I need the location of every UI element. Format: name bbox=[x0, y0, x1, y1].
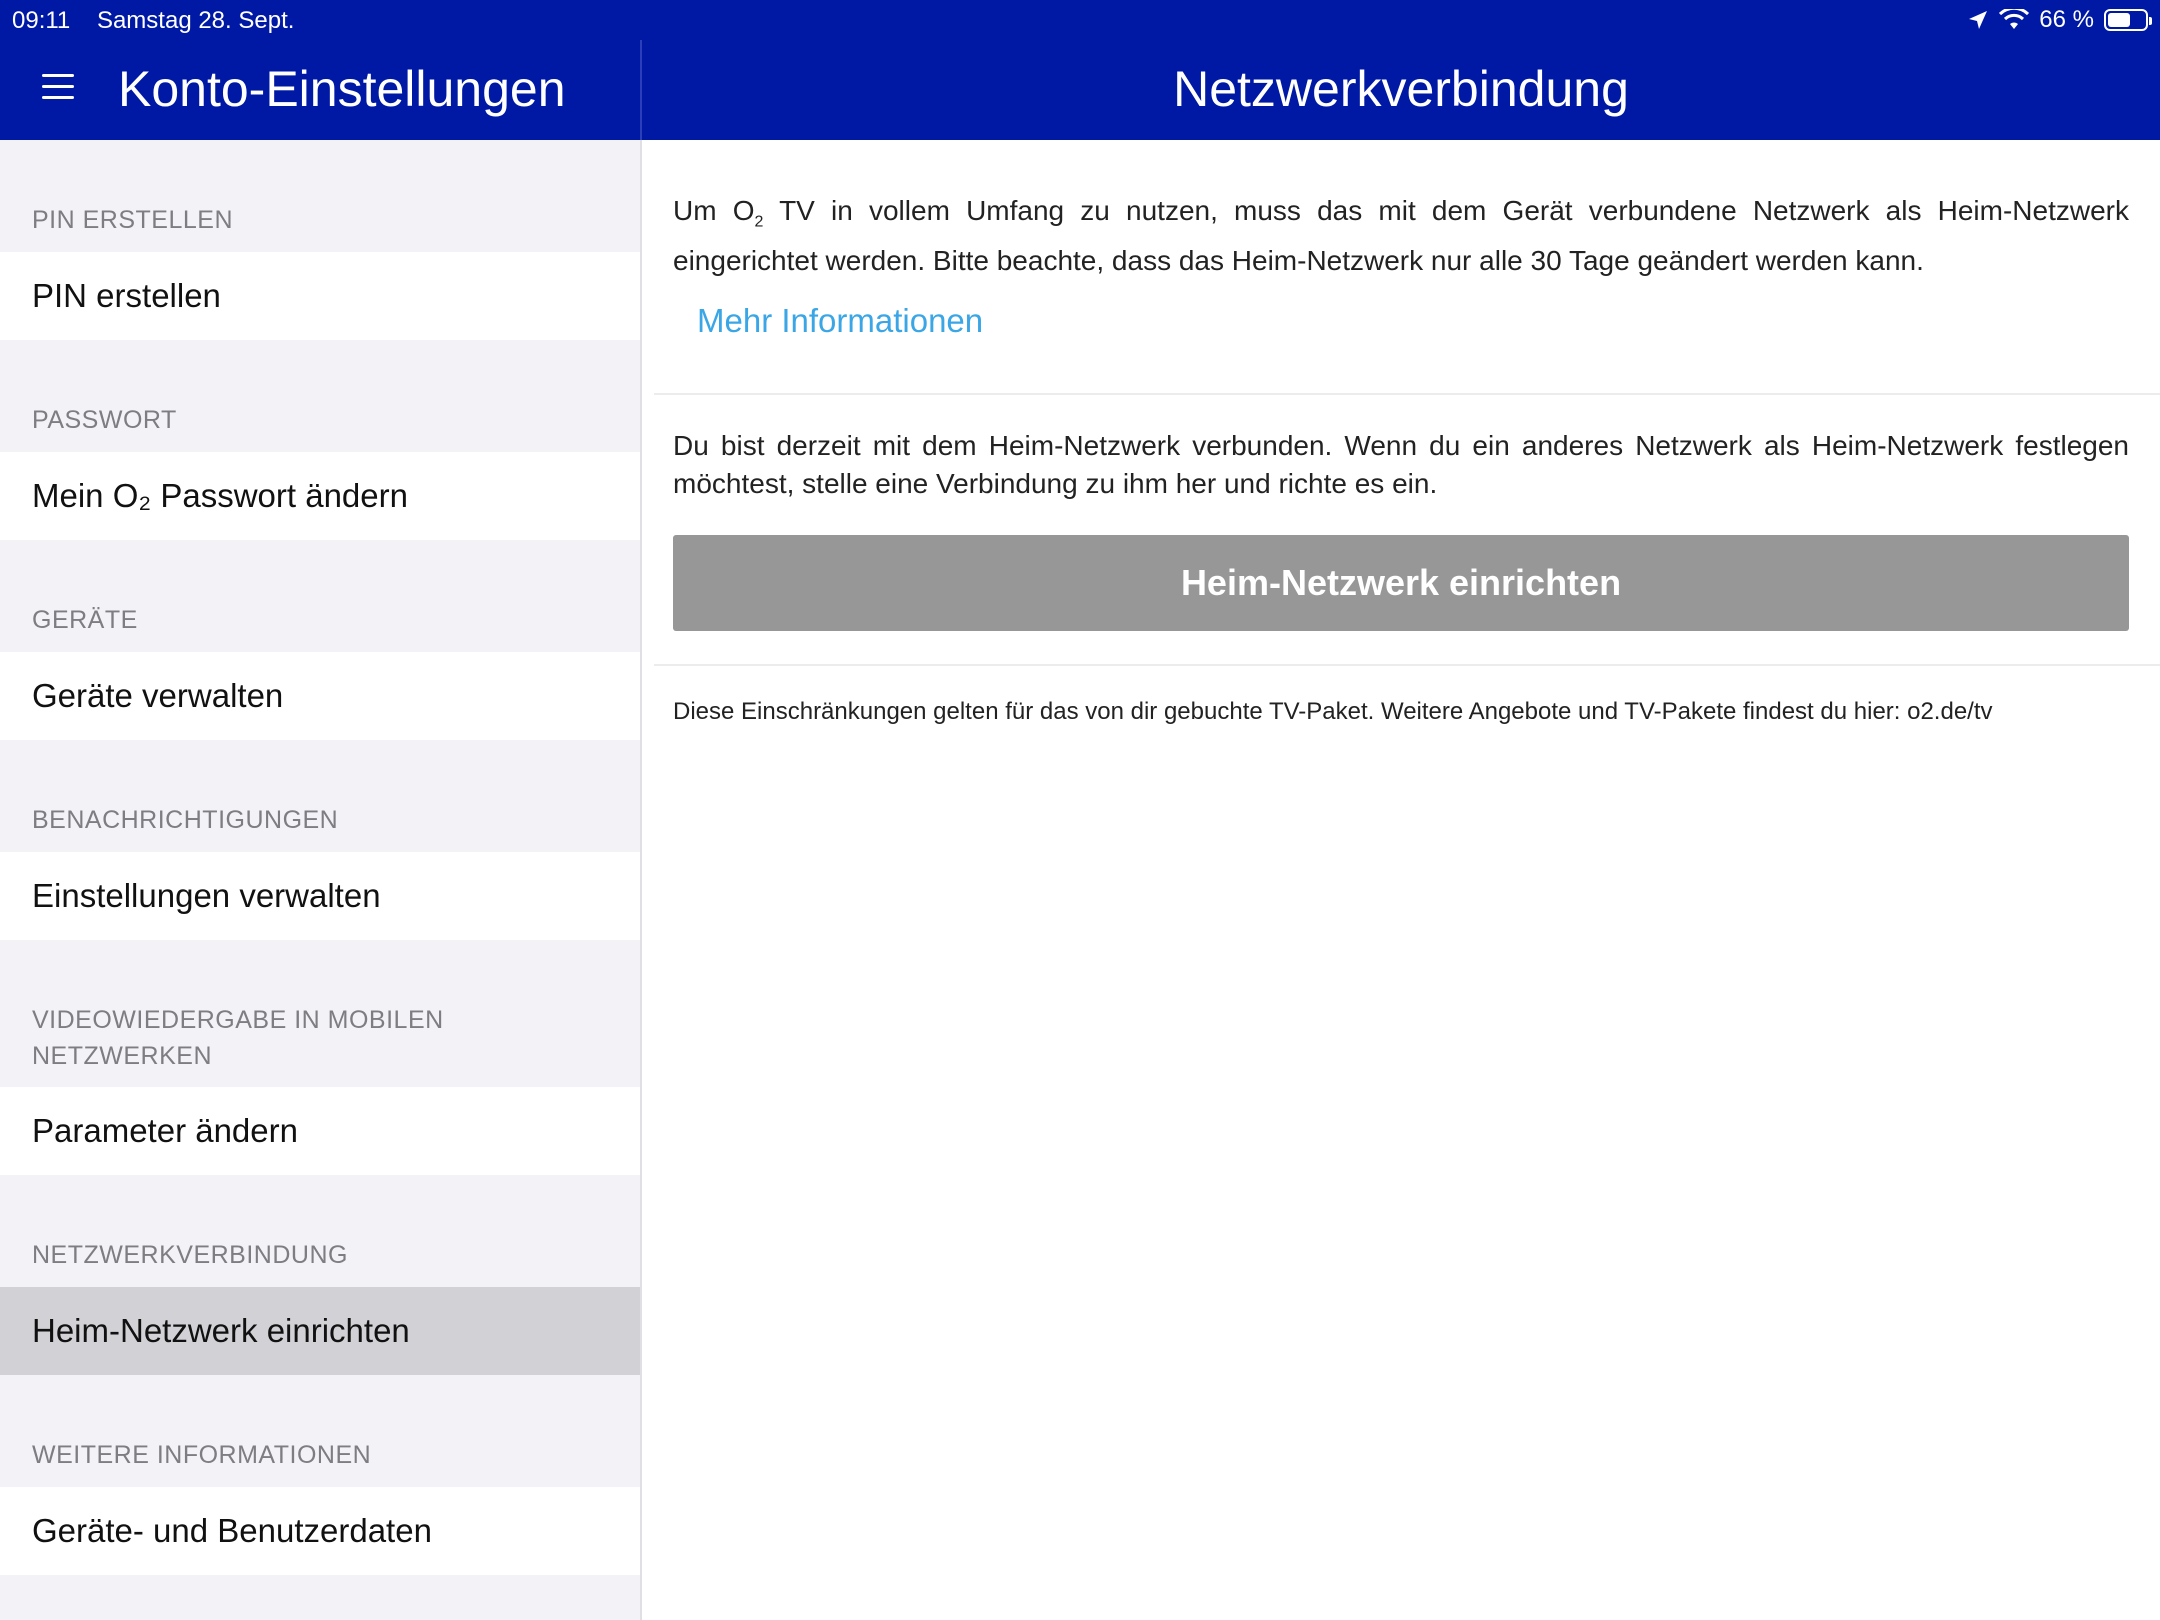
section-label-passwort: PASSWORT bbox=[32, 406, 177, 434]
intro-text-pre: Um O bbox=[673, 195, 755, 226]
battery-percentage: 66 % bbox=[2039, 6, 2094, 33]
location-arrow-icon bbox=[1967, 9, 1989, 31]
navigation-header bbox=[0, 40, 2160, 140]
sidebar-item-heim-netzwerk-einrichten[interactable]: Heim-Netzwerk einrichten bbox=[0, 1287, 640, 1375]
section-label-geraete: GERÄTE bbox=[32, 606, 138, 634]
page-title: Netzwerkverbindung bbox=[1173, 61, 1629, 117]
intro-text bbox=[673, 192, 2129, 280]
section-label-pin: PIN ERSTELLEN bbox=[32, 206, 234, 234]
connection-status-text: Du bist derzeit mit dem Heim-Netzwerk verbunden. Wenn du ein anderes Netzwerk als Heim-Netzwerk festlegen möchtest, stelle eine Verbindung zu ihm her und richte es ein. bbox=[673, 430, 2129, 499]
intro-text-sub: 2 bbox=[754, 213, 764, 231]
section-label-videowiedergabe-line1: VIDEOWIEDERGABE IN MOBILEN bbox=[32, 1006, 444, 1034]
wifi-icon bbox=[1999, 9, 2029, 31]
status-bar bbox=[0, 0, 2160, 40]
sidebar-item-geraete-benutzerdaten[interactable]: Geräte- und Benutzerdaten bbox=[0, 1487, 640, 1575]
section-label-netzwerkverbindung: NETZWERKVERBINDUNG bbox=[32, 1241, 348, 1269]
battery-icon bbox=[2104, 9, 2148, 31]
intro-text-post: TV in vollem Umfang zu nutzen, muss das mit dem Gerät verbundene Netzwerk als Heim-Netzwerk eingerichtet werden. Bitte beachte, dass das Heim-Netzwerk nur alle 30 Tage geändert werden kann. bbox=[673, 195, 2129, 276]
hamburger-menu-icon[interactable] bbox=[42, 74, 74, 102]
status-date: Samstag 28. Sept. bbox=[96, 7, 295, 34]
sidebar-title: Konto-Einstellungen bbox=[118, 61, 566, 117]
section-label-weitere-informationen: WEITERE INFORMATIONEN bbox=[32, 1441, 372, 1469]
battery-fill bbox=[2108, 13, 2130, 27]
separator-1 bbox=[654, 393, 2160, 395]
footnote-text: Diese Einschränkungen gelten für das von dir gebuchte TV-Paket. Weitere Angebote und TV-Pakete findest du hier: o2.de/tv bbox=[673, 698, 1993, 725]
content-panel bbox=[642, 140, 2160, 1620]
more-info-link[interactable]: Mehr Informationen bbox=[697, 302, 984, 339]
section-label-videowiedergabe bbox=[32, 1002, 444, 1074]
section-label-benachrichtigungen: BENACHRICHTIGUNGEN bbox=[32, 806, 339, 834]
sidebar-item-geraete-verwalten[interactable]: Geräte verwalten bbox=[0, 652, 640, 740]
status-time: 09:11 bbox=[12, 7, 71, 34]
section-label-videowiedergabe-line2: NETZWERKEN bbox=[32, 1042, 212, 1070]
sidebar-item-pin-erstellen[interactable]: PIN erstellen bbox=[0, 252, 640, 340]
sidebar-item-parameter-aendern[interactable]: Parameter ändern bbox=[0, 1087, 640, 1175]
sidebar-item-einstellungen-verwalten[interactable]: Einstellungen verwalten bbox=[0, 852, 640, 940]
sidebar-item-passwort-aendern[interactable]: Mein O₂ Passwort ändern bbox=[0, 452, 640, 540]
settings-sidebar bbox=[0, 140, 642, 1620]
separator-2 bbox=[654, 664, 2160, 666]
setup-home-network-button[interactable]: Heim-Netzwerk einrichten bbox=[673, 535, 2129, 631]
